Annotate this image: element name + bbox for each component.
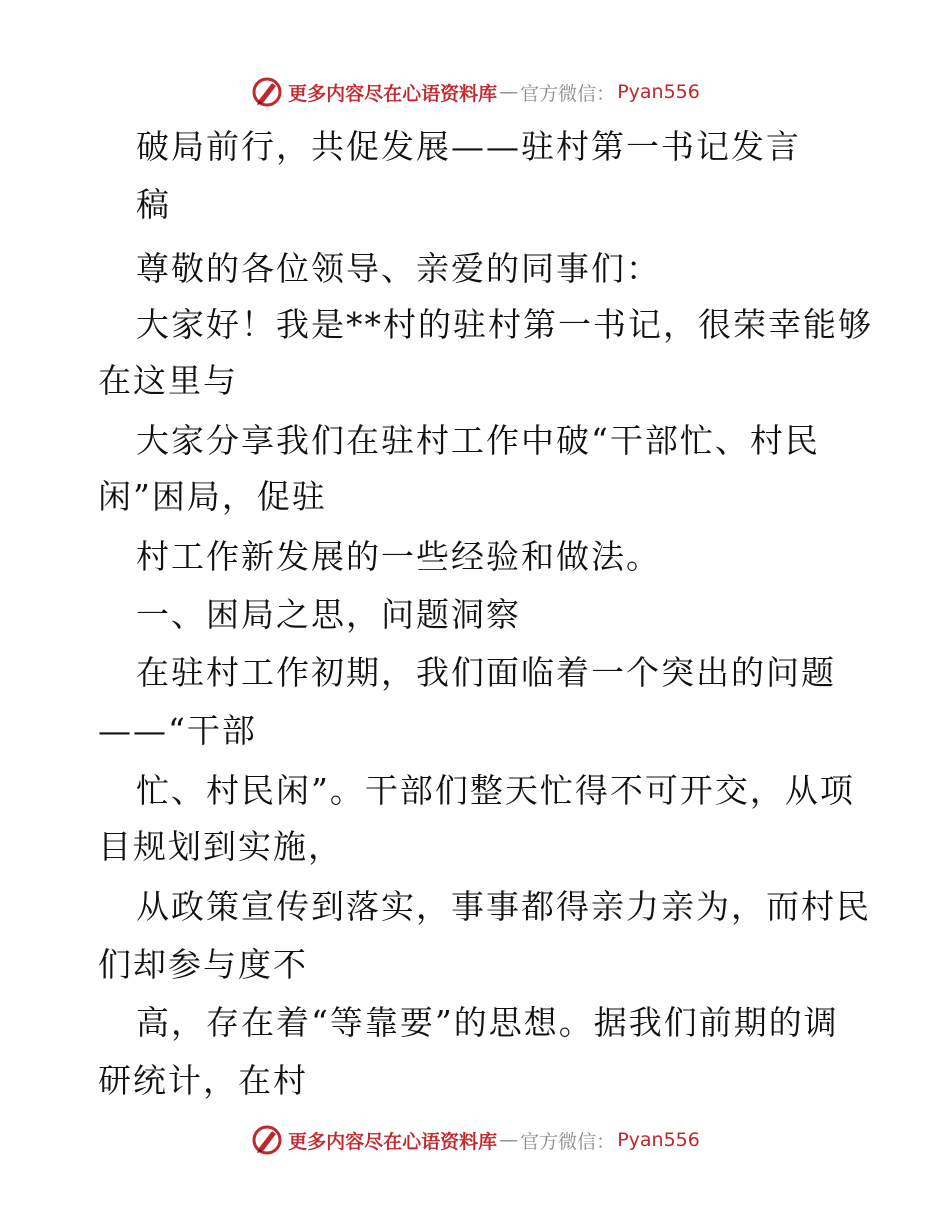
paragraph-line: 研统计，在村 xyxy=(98,1061,308,1100)
banner-wechat-label: 官方微信： xyxy=(520,1130,616,1153)
banner-wechat-id: Pyan556 xyxy=(617,1129,700,1151)
salutation-line: 尊敬的各位领导、亲爱的同事们： xyxy=(136,249,661,288)
paragraph-line: 忙、村民闲”。干部们整天忙得不可开交，从项 xyxy=(136,771,855,810)
paragraph-line: 在驻村工作初期，我们面临着一个突出的问题 xyxy=(136,653,836,692)
paragraph-line: 闲”困局，促驻 xyxy=(98,477,327,516)
paragraph-line: 们却参与度不 xyxy=(98,945,308,984)
banner-dash: — xyxy=(499,1129,519,1151)
paragraph-line: ——“干部 xyxy=(98,711,257,750)
header-watermark-banner xyxy=(0,72,950,112)
title-line-2: 稿 xyxy=(136,185,171,224)
banner-wechat-label: 官方微信： xyxy=(520,82,616,105)
paragraph-line: 村工作新发展的一些经验和做法。 xyxy=(136,537,661,576)
paragraph-line: 大家分享我们在驻村工作中破“干部忙、村民 xyxy=(136,421,820,460)
banner-wechat-id: Pyan556 xyxy=(617,81,700,103)
pen-logo-icon xyxy=(250,75,284,109)
paragraph-line: 目规划到实施， xyxy=(98,827,343,866)
paragraph-line: 从政策宣传到落实，事事都得亲力亲为，而村民 xyxy=(136,887,871,926)
banner-dash: — xyxy=(499,81,519,103)
paragraph-line: 在这里与 xyxy=(98,361,238,400)
section-heading: 一、困局之思，问题洞察 xyxy=(136,595,521,634)
footer-watermark-banner xyxy=(0,1120,950,1160)
pen-logo-icon xyxy=(250,1123,284,1157)
paragraph-line: 高，存在着“等靠要”的思想。据我们前期的调 xyxy=(136,1003,839,1042)
banner-text: 更多内容尽在心语资料库 xyxy=(288,82,498,105)
banner-text: 更多内容尽在心语资料库 xyxy=(288,1130,498,1153)
title-line-1: 破局前行，共促发展——驻村第一书记发言 xyxy=(136,127,801,166)
paragraph-line: 大家好！我是**村的驻村第一书记，很荣幸能够 xyxy=(136,305,873,344)
